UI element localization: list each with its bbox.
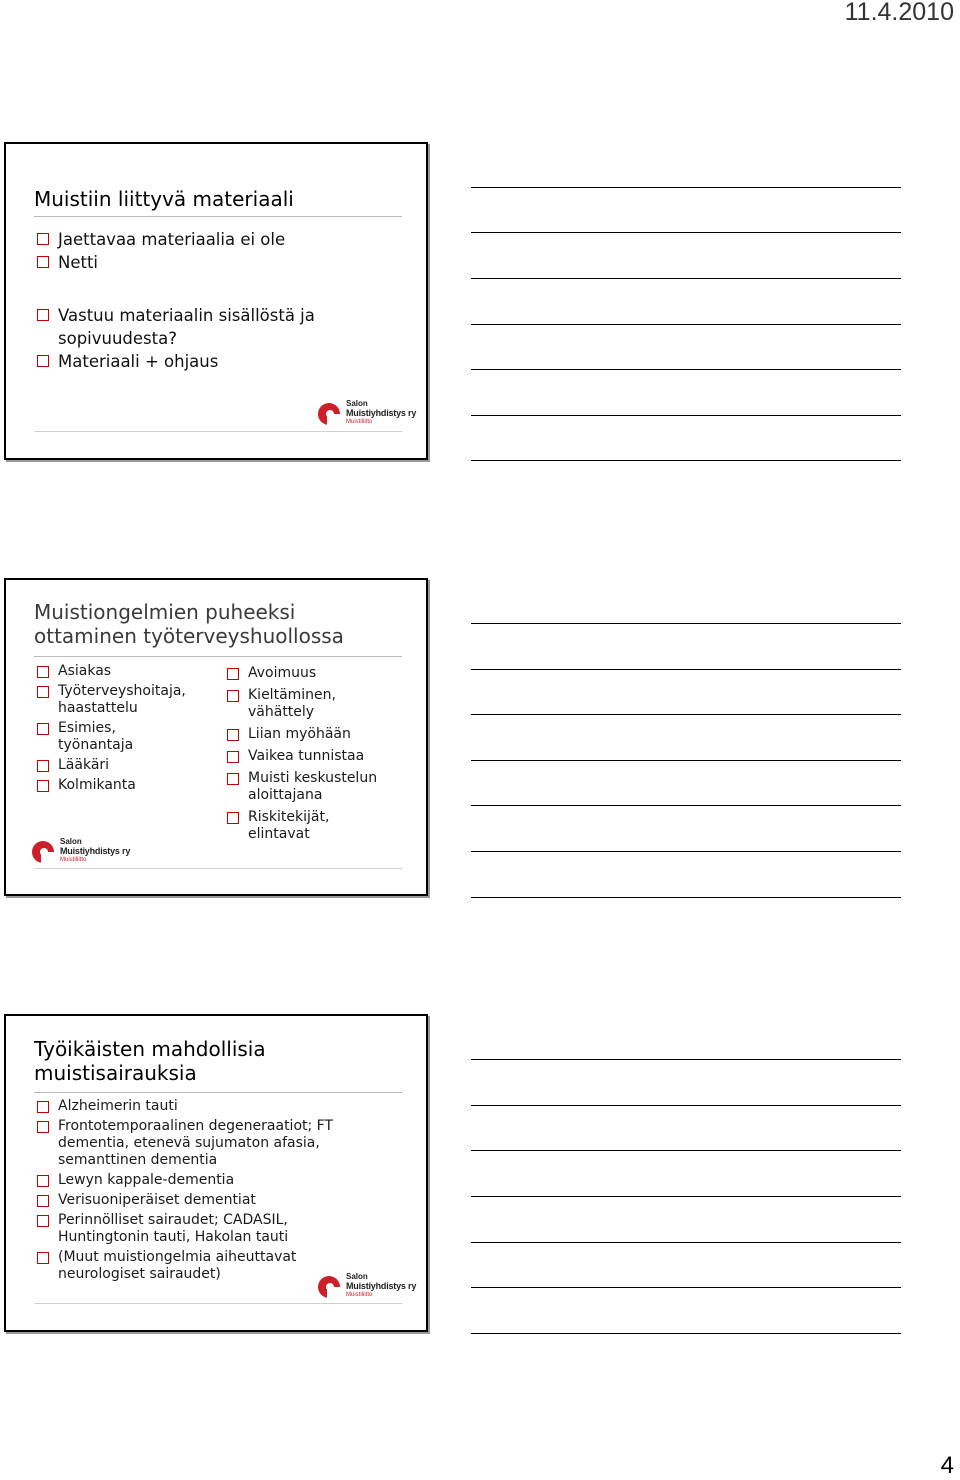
checkbox-bullet-icon	[37, 686, 49, 698]
slide-title: Työikäisten mahdollisia muistisairauksia	[34, 1037, 266, 1085]
note-line	[471, 1333, 901, 1334]
bullet-item: Vaikea tunnistaa	[226, 748, 406, 765]
note-line	[471, 714, 901, 715]
bullet-item: Netti	[36, 251, 366, 274]
slide-title: Muistiongelmien puheeksi ottaminen työterveyshuollossa	[34, 600, 344, 648]
note-line	[471, 1150, 901, 1151]
bullet-item: Liian myöhään	[226, 726, 406, 743]
footer-divider	[34, 431, 402, 432]
checkbox-bullet-icon	[227, 773, 239, 785]
note-line	[471, 187, 901, 188]
checkbox-bullet-icon	[37, 233, 49, 245]
note-line	[471, 897, 901, 898]
note-line	[471, 460, 901, 461]
checkbox-bullet-icon	[227, 690, 239, 702]
note-line	[471, 1287, 901, 1288]
slide-3	[4, 1014, 428, 1332]
bullet-list	[36, 1098, 366, 1283]
checkbox-bullet-icon	[37, 1252, 49, 1264]
checkbox-bullet-icon	[37, 1121, 49, 1133]
note-line	[471, 1105, 901, 1106]
checkbox-bullet-icon	[37, 1101, 49, 1113]
slide-1	[4, 142, 428, 460]
note-line	[471, 805, 901, 806]
note-line	[471, 415, 901, 416]
checkbox-bullet-icon	[37, 256, 49, 268]
header-date: 11.4.2010	[844, 0, 954, 26]
bullet-item: Alzheimerin tauti	[36, 1098, 366, 1115]
page-number: 4	[940, 1452, 954, 1479]
note-line	[471, 760, 901, 761]
checkbox-bullet-icon	[37, 1175, 49, 1187]
bullet-item: Vastuu materiaalin sisällöstä ja sopivuudesta?	[36, 304, 366, 350]
checkbox-bullet-icon	[227, 668, 239, 680]
bullet-item: Verisuoniperäiset dementiat	[36, 1192, 366, 1209]
bullet-item: Perinnölliset sairaudet; CADASIL, Huntingtonin tauti, Hakolan tauti	[36, 1212, 338, 1246]
title-divider	[34, 1092, 402, 1093]
bullet-list	[36, 228, 366, 373]
checkbox-bullet-icon	[37, 1195, 49, 1207]
checkbox-bullet-icon	[37, 355, 49, 367]
note-line	[471, 324, 901, 325]
bullet-item: Materiaali + ohjaus	[36, 350, 366, 373]
footer-divider	[34, 1303, 402, 1304]
right-bullet-list	[226, 665, 406, 843]
bullet-item: Avoimuus	[226, 665, 406, 682]
checkbox-bullet-icon	[37, 666, 49, 678]
slide-title: Muistiin liittyvä materiaali	[34, 187, 294, 211]
checkbox-bullet-icon	[227, 729, 239, 741]
note-line	[471, 1059, 901, 1060]
left-bullet-list	[36, 663, 211, 794]
note-line	[471, 1242, 901, 1243]
bullet-item: Asiakas	[36, 663, 211, 680]
bullet-item: Esimies, työnantaja	[36, 720, 168, 754]
note-line	[471, 232, 901, 233]
salon-muistiyhdistys-logo: Salon Muistiyhdistys ry Muistiliitto	[318, 1272, 414, 1302]
checkbox-bullet-icon	[37, 760, 49, 772]
checkbox-bullet-icon	[37, 309, 49, 321]
bullet-item: (Muut muistiongelmia aiheuttavat neurologiset sairaudet)	[36, 1249, 338, 1283]
note-line	[471, 1196, 901, 1197]
checkbox-bullet-icon	[37, 723, 49, 735]
checkbox-bullet-icon	[227, 751, 239, 763]
bullet-item: Lewyn kappale-dementia	[36, 1172, 366, 1189]
bullet-item: Frontotemporaalinen degeneraatiot; FT dementia, etenevä sujumaton afasia, semanttinen dementia	[36, 1118, 366, 1169]
note-line	[471, 669, 901, 670]
checkbox-bullet-icon	[37, 780, 49, 792]
bullet-item: Riskitekijät, elintavat	[226, 809, 368, 843]
bullet-item: Lääkäri	[36, 757, 211, 774]
bullet-item: Kolmikanta	[36, 777, 211, 794]
checkbox-bullet-icon	[227, 812, 239, 824]
bullet-item: Jaettavaa materiaalia ei ole	[36, 228, 366, 251]
bullet-item: Kieltäminen, vähättely	[226, 687, 368, 721]
note-line	[471, 851, 901, 852]
salon-muistiyhdistys-logo: Salon Muistiyhdistys ry Muistiliitto	[32, 837, 128, 867]
bullet-item: Työterveyshoitaja, haastattelu	[36, 683, 211, 717]
slide-2	[4, 578, 428, 896]
title-divider	[34, 216, 402, 217]
note-line	[471, 623, 901, 624]
footer-divider	[34, 868, 402, 869]
title-divider	[34, 656, 402, 657]
checkbox-bullet-icon	[37, 1215, 49, 1227]
note-line	[471, 278, 901, 279]
salon-muistiyhdistys-logo: Salon Muistiyhdistys ry Muistiliitto	[318, 399, 414, 429]
note-line	[471, 369, 901, 370]
bullet-item: Muisti keskustelun aloittajana	[226, 770, 408, 804]
